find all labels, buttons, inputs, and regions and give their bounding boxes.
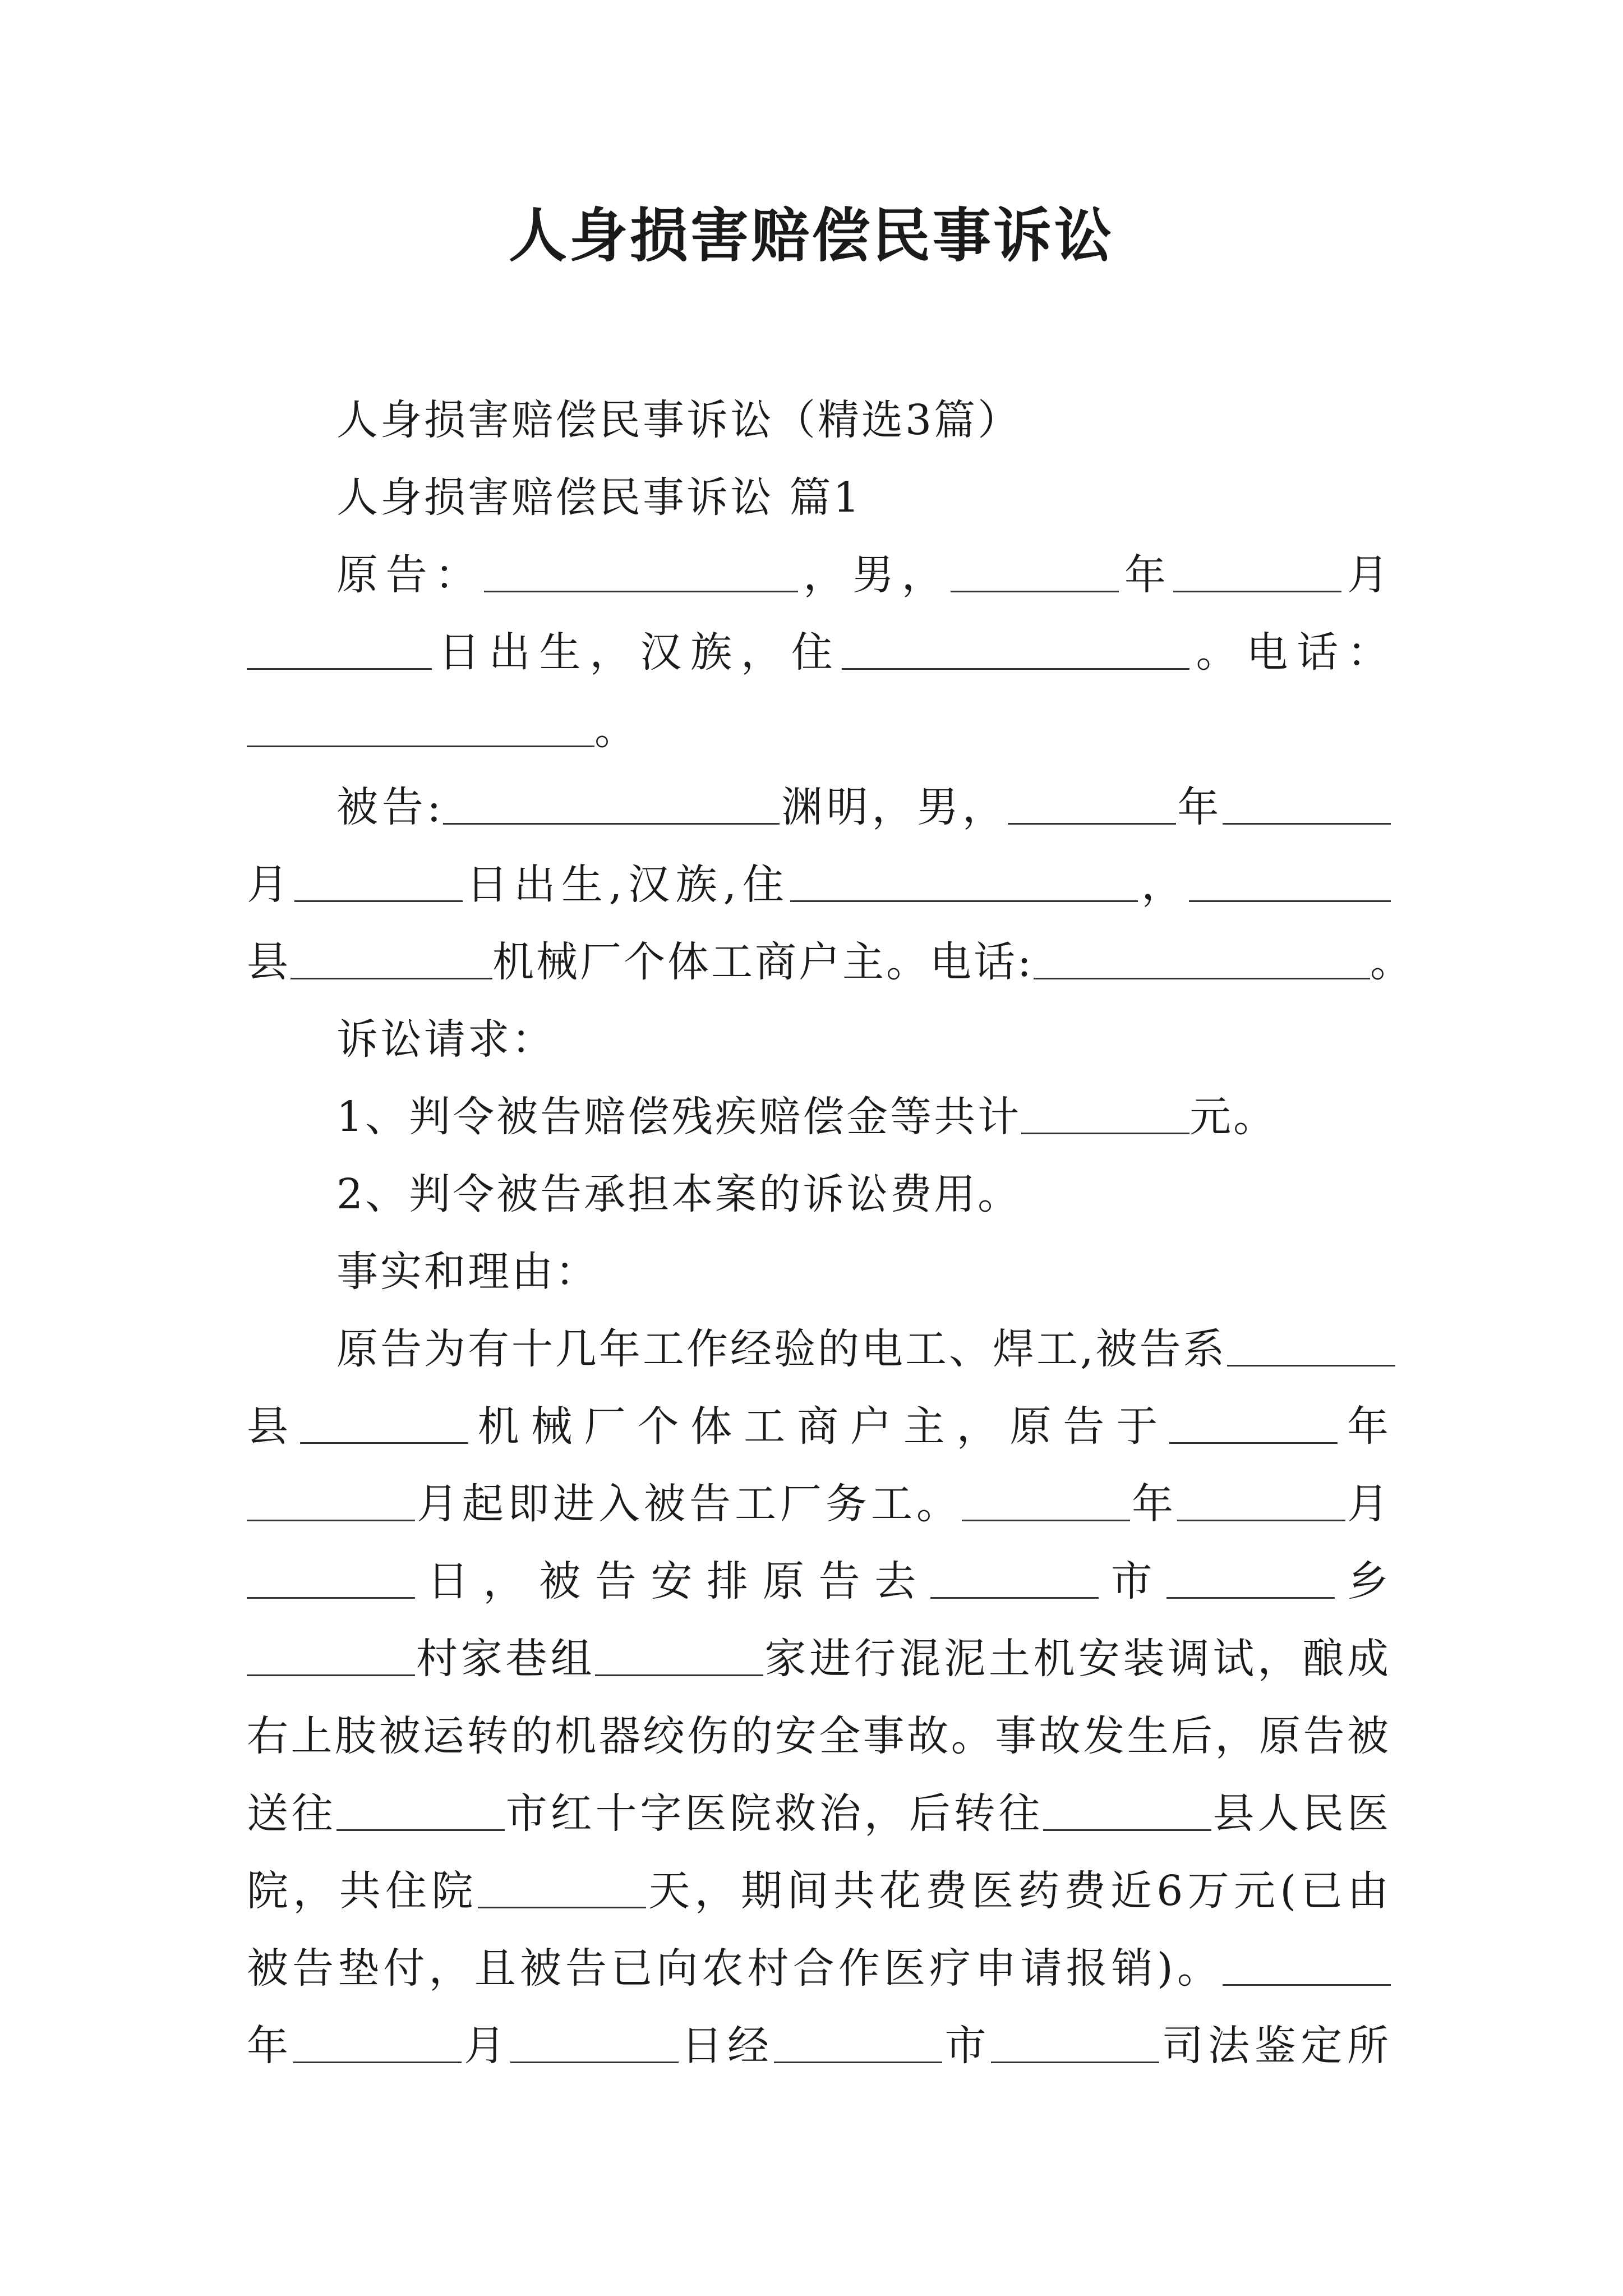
text-fragment: 年 [1130, 1480, 1177, 1528]
text-fragment: 年 [247, 2022, 293, 2070]
text-fragment: 市 [942, 2022, 991, 2070]
fill-blank [790, 861, 1138, 902]
fill-blank [1189, 861, 1391, 902]
text-fragment: 年 [1338, 1402, 1391, 1451]
text-fragment: ， [1137, 861, 1189, 909]
facts-line-10 [247, 2007, 1391, 2085]
fill-blank [1034, 938, 1370, 979]
section-heading: 人身损害赔偿民事诉讼 篇1 [336, 473, 862, 522]
text-fragment: 日经 [678, 2022, 774, 2070]
fill-blank [930, 1558, 1099, 1599]
text-fragment: 。电话： [1189, 628, 1391, 677]
fill-blank [510, 2022, 679, 2063]
text-fragment: 送往 [247, 1789, 336, 1838]
claims-heading: 诉讼请求： [336, 1015, 555, 1064]
facts-line-6: 右上肢被运转的机器绞伤的安全事故。事故发生后，原告被 [247, 1712, 1391, 1760]
fill-blank [300, 1403, 468, 1444]
document-body [247, 381, 1414, 2085]
facts-line-8 [247, 1852, 1391, 1930]
text-fragment: 机械厂个体工商户主，原告于 [468, 1402, 1170, 1451]
fill-blank [595, 1635, 763, 1676]
fill-blank [1021, 1093, 1189, 1134]
fill-blank [294, 861, 463, 902]
fill-blank [1173, 551, 1341, 592]
fill-blank [774, 2022, 942, 2063]
text-fragment: 元。 [1189, 1093, 1278, 1141]
text-fragment: 原告为有十几年工作经验的电工、焊工,被告系 [336, 1325, 1227, 1373]
fill-blank [247, 1558, 415, 1599]
facts-line-9 [247, 1930, 1391, 2007]
plaintiff-label: 原告： [336, 551, 484, 599]
fill-blank [336, 1790, 505, 1831]
text-fragment: 渊明，男， [780, 783, 1008, 831]
facts-line-5 [247, 1620, 1391, 1697]
text-fragment: 院，共住院 [247, 1867, 478, 1915]
text-fragment: 日出生，汉族，住 [432, 628, 842, 677]
subtitle: 人身损害赔偿民事诉讼（精选3篇） [336, 396, 1022, 444]
fill-blank [1008, 784, 1176, 825]
text-fragment: 县人民医 [1211, 1789, 1391, 1838]
fill-blank [291, 938, 492, 979]
defendant-line-3 [247, 923, 1414, 1001]
text-fragment: 县 [247, 938, 291, 986]
text-fragment: 月 [247, 861, 294, 909]
facts-line-2 [247, 1388, 1391, 1465]
fill-blank [951, 551, 1119, 592]
text-fragment: 年 [1175, 783, 1223, 831]
facts-line-7 [247, 1775, 1391, 1852]
fill-blank [443, 784, 780, 825]
fill-blank [962, 1480, 1130, 1521]
fill-blank [247, 1635, 415, 1676]
fill-blank [1227, 1326, 1395, 1366]
text-fragment: 月 [1341, 551, 1391, 599]
document-title: 人身损害赔偿民事诉讼 [508, 201, 1114, 270]
fill-blank [293, 2022, 462, 2063]
text-fragment: 市 [1098, 1557, 1167, 1605]
fill-blank [1169, 1403, 1338, 1444]
fill-blank [484, 551, 798, 592]
fill-blank [842, 629, 1189, 670]
fill-blank [247, 1480, 415, 1521]
fill-blank [247, 706, 594, 747]
text-fragment: 市红十字医院救治，后转往 [504, 1789, 1044, 1838]
text-fragment: 村家巷组 [415, 1635, 596, 1683]
defendant-line-2 [247, 846, 1391, 923]
facts-heading: 事实和理由： [336, 1248, 599, 1296]
text-fragment: 年 [1119, 551, 1174, 599]
claim-1 [247, 1078, 1391, 1156]
text-fragment: 被告垫付，且被告已向农村合作医疗申请报销)。 [247, 1944, 1223, 1993]
defendant-label: 被告: [336, 783, 444, 831]
text-fragment: 1、判令被告赔偿残疾赔偿金等共计 [336, 1093, 1022, 1141]
defendant-line-1 [247, 769, 1391, 846]
fill-blank [1223, 784, 1391, 825]
text-fragment: 司法鉴定所 [1159, 2022, 1391, 2070]
text-fragment: 月起即进入被告工厂务工。 [415, 1480, 962, 1528]
claim-2: 2、判令被告承担本案的诉讼费用。 [336, 1170, 1022, 1218]
text-fragment: 天，期间共花费医药费近6万元(已由 [645, 1867, 1391, 1915]
facts-line-4 [247, 1543, 1391, 1620]
plaintiff-line-2 [247, 614, 1391, 691]
facts-line-1 [247, 1310, 1391, 1388]
fill-blank [1043, 1790, 1211, 1831]
fill-blank [1177, 1480, 1345, 1521]
text-fragment: 月 [1345, 1480, 1391, 1528]
text-fragment: 家进行混泥土机安装调试，酿成 [763, 1635, 1391, 1683]
plaintiff-line-3 [247, 691, 1391, 769]
text-fragment: 县 [247, 1402, 300, 1451]
text-fragment: 。 [594, 706, 638, 754]
fill-blank [991, 2022, 1159, 2063]
fill-blank [478, 1867, 646, 1908]
text-fragment: 日出生,汉族,住 [462, 861, 790, 909]
text-fragment: ，男， [797, 551, 951, 599]
plaintiff-line-1 [247, 536, 1391, 614]
text-fragment: 机械厂个体工商户主。电话: [492, 938, 1034, 986]
facts-line-3 [247, 1465, 1391, 1543]
text-fragment: 。 [1370, 938, 1414, 986]
text-fragment: 日，被告安排原告去 [415, 1557, 930, 1605]
text-fragment: 月 [461, 2022, 510, 2070]
fill-blank [1223, 1945, 1391, 1986]
text-fragment: 乡 [1335, 1557, 1391, 1605]
fill-blank [247, 629, 432, 670]
fill-blank [1166, 1558, 1335, 1599]
